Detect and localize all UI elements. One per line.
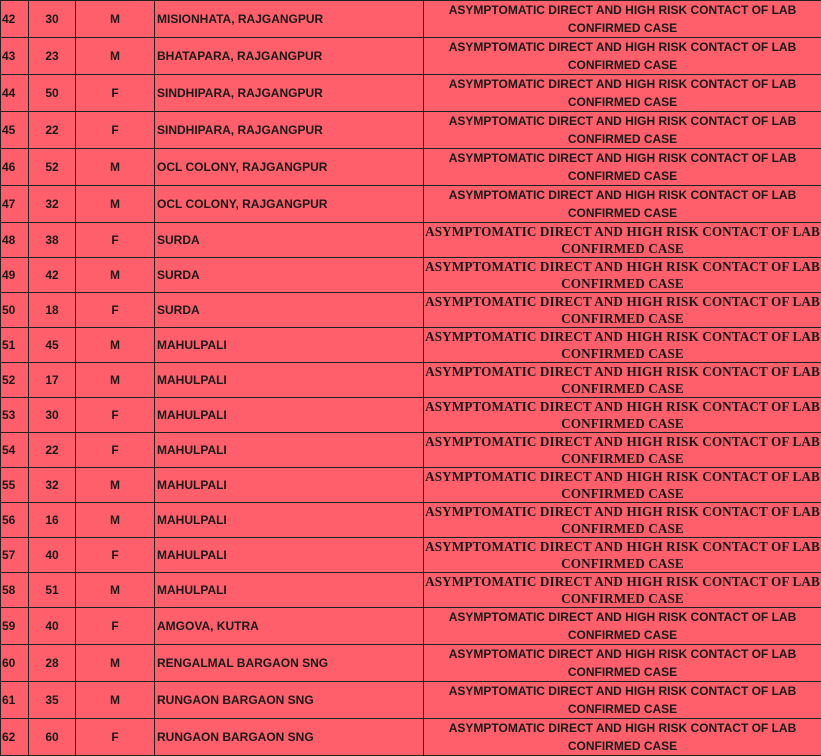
status-line-1: ASYMPTOMATIC DIRECT AND HIGH RISK CONTACT OF LAB [424, 433, 821, 450]
status-line-2: CONFIRMED CASE [424, 240, 821, 257]
address-cell: MAHULPALI [155, 538, 424, 573]
status-line-1: ASYMPTOMATIC DIRECT AND HIGH RISK CONTACT OF LAB [424, 645, 821, 663]
sex-cell: F [76, 719, 155, 756]
serial-number-cell: 48 [1, 223, 29, 258]
serial-number-cell: 60 [1, 645, 29, 682]
table-row [1, 75, 821, 112]
status-line-2: CONFIRMED CASE [424, 275, 821, 292]
table-row [1, 682, 821, 719]
age-cell: 16 [29, 503, 76, 538]
status-cell [424, 293, 821, 328]
status-line-1: ASYMPTOMATIC DIRECT AND HIGH RISK CONTACT OF LAB [424, 149, 821, 167]
age-cell: 18 [29, 293, 76, 328]
serial-number-cell: 55 [1, 468, 29, 503]
address-cell: MAHULPALI [155, 398, 424, 433]
serial-number-cell: 59 [1, 608, 29, 645]
table-row [1, 258, 821, 293]
status-cell [424, 719, 821, 756]
table-row [1, 293, 821, 328]
age-cell: 22 [29, 112, 76, 149]
address-cell: SINDHIPARA, RAJGANGPUR [155, 112, 424, 149]
sex-cell: F [76, 75, 155, 112]
serial-number-cell: 44 [1, 75, 29, 112]
table-row [1, 38, 821, 75]
address-cell: SURDA [155, 258, 424, 293]
status-line-1: ASYMPTOMATIC DIRECT AND HIGH RISK CONTACT OF LAB [424, 328, 821, 345]
address-cell: AMGOVA, KUTRA [155, 608, 424, 645]
serial-number-cell: 43 [1, 38, 29, 75]
age-cell: 32 [29, 468, 76, 503]
address-cell: RENGALMAL BARGAON SNG [155, 645, 424, 682]
address-cell: OCL COLONY, RAJGANGPUR [155, 186, 424, 223]
status-line-1: ASYMPTOMATIC DIRECT AND HIGH RISK CONTACT OF LAB [424, 186, 821, 204]
status-line-2: CONFIRMED CASE [424, 590, 821, 607]
status-line-2: CONFIRMED CASE [424, 450, 821, 467]
table-row [1, 608, 821, 645]
table-row [1, 186, 821, 223]
serial-number-cell: 57 [1, 538, 29, 573]
serial-number-cell: 50 [1, 293, 29, 328]
sex-cell: M [76, 1, 155, 38]
sex-cell: M [76, 328, 155, 363]
serial-number-cell: 46 [1, 149, 29, 186]
status-cell [424, 538, 821, 573]
status-cell [424, 433, 821, 468]
address-cell: MAHULPALI [155, 363, 424, 398]
sex-cell: M [76, 682, 155, 719]
age-cell: 51 [29, 573, 76, 608]
address-cell: RUNGAON BARGAON SNG [155, 719, 424, 756]
status-cell [424, 258, 821, 293]
age-cell: 60 [29, 719, 76, 756]
status-line-2: CONFIRMED CASE [424, 167, 821, 185]
status-cell [424, 1, 821, 38]
status-line-1: ASYMPTOMATIC DIRECT AND HIGH RISK CONTACT OF LAB [424, 573, 821, 590]
status-cell [424, 112, 821, 149]
serial-number-cell: 45 [1, 112, 29, 149]
status-line-2: CONFIRMED CASE [424, 520, 821, 537]
status-line-2: CONFIRMED CASE [424, 415, 821, 432]
table-row [1, 503, 821, 538]
status-cell [424, 608, 821, 645]
table-row [1, 468, 821, 503]
table-row [1, 223, 821, 258]
sex-cell: M [76, 573, 155, 608]
address-cell: SINDHIPARA, RAJGANGPUR [155, 75, 424, 112]
age-cell: 30 [29, 398, 76, 433]
status-line-1: ASYMPTOMATIC DIRECT AND HIGH RISK CONTACT OF LAB [424, 75, 821, 93]
age-cell: 22 [29, 433, 76, 468]
serial-number-cell: 54 [1, 433, 29, 468]
age-cell: 40 [29, 608, 76, 645]
status-line-2: CONFIRMED CASE [424, 700, 821, 718]
table-body [1, 1, 821, 756]
address-cell: RUNGAON BARGAON SNG [155, 682, 424, 719]
status-cell [424, 645, 821, 682]
status-line-2: CONFIRMED CASE [424, 485, 821, 502]
status-cell [424, 468, 821, 503]
status-cell [424, 38, 821, 75]
status-cell [424, 328, 821, 363]
age-cell: 17 [29, 363, 76, 398]
address-cell: MAHULPALI [155, 433, 424, 468]
status-line-2: CONFIRMED CASE [424, 204, 821, 222]
age-cell: 42 [29, 258, 76, 293]
status-line-2: CONFIRMED CASE [424, 626, 821, 644]
status-line-2: CONFIRMED CASE [424, 130, 821, 148]
table-row [1, 433, 821, 468]
table-row [1, 719, 821, 756]
sex-cell: F [76, 293, 155, 328]
table-row [1, 573, 821, 608]
serial-number-cell: 58 [1, 573, 29, 608]
status-line-1: ASYMPTOMATIC DIRECT AND HIGH RISK CONTACT OF LAB [424, 223, 821, 240]
status-cell [424, 149, 821, 186]
serial-number-cell: 49 [1, 258, 29, 293]
table-row [1, 1, 821, 38]
status-cell [424, 573, 821, 608]
serial-number-cell: 53 [1, 398, 29, 433]
age-cell: 38 [29, 223, 76, 258]
sex-cell: M [76, 468, 155, 503]
address-cell: MAHULPALI [155, 328, 424, 363]
status-line-1: ASYMPTOMATIC DIRECT AND HIGH RISK CONTACT OF LAB [424, 468, 821, 485]
table-row [1, 112, 821, 149]
status-line-1: ASYMPTOMATIC DIRECT AND HIGH RISK CONTACT OF LAB [424, 608, 821, 626]
status-line-1: ASYMPTOMATIC DIRECT AND HIGH RISK CONTACT OF LAB [424, 398, 821, 415]
serial-number-cell: 52 [1, 363, 29, 398]
serial-number-cell: 51 [1, 328, 29, 363]
serial-number-cell: 62 [1, 719, 29, 756]
sex-cell: F [76, 398, 155, 433]
status-cell [424, 503, 821, 538]
address-cell: MISIONHATA, RAJGANGPUR [155, 1, 424, 38]
table-row [1, 398, 821, 433]
sex-cell: F [76, 223, 155, 258]
sex-cell: F [76, 433, 155, 468]
status-cell [424, 223, 821, 258]
address-cell: MAHULPALI [155, 573, 424, 608]
status-line-2: CONFIRMED CASE [424, 555, 821, 572]
status-line-2: CONFIRMED CASE [424, 737, 821, 755]
address-cell: BHATAPARA, RAJGANGPUR [155, 38, 424, 75]
address-cell: MAHULPALI [155, 468, 424, 503]
age-cell: 50 [29, 75, 76, 112]
status-line-1: ASYMPTOMATIC DIRECT AND HIGH RISK CONTACT OF LAB [424, 363, 821, 380]
status-cell [424, 398, 821, 433]
age-cell: 23 [29, 38, 76, 75]
sex-cell: F [76, 112, 155, 149]
sex-cell: F [76, 538, 155, 573]
status-line-1: ASYMPTOMATIC DIRECT AND HIGH RISK CONTACT OF LAB [424, 258, 821, 275]
address-cell: MAHULPALI [155, 503, 424, 538]
age-cell: 35 [29, 682, 76, 719]
serial-number-cell: 56 [1, 503, 29, 538]
age-cell: 28 [29, 645, 76, 682]
age-cell: 32 [29, 186, 76, 223]
status-cell [424, 186, 821, 223]
age-cell: 52 [29, 149, 76, 186]
sex-cell: M [76, 503, 155, 538]
table-row [1, 538, 821, 573]
table-row [1, 328, 821, 363]
status-line-2: CONFIRMED CASE [424, 56, 821, 74]
status-line-1: ASYMPTOMATIC DIRECT AND HIGH RISK CONTACT OF LAB [424, 1, 821, 19]
status-cell [424, 682, 821, 719]
status-cell [424, 75, 821, 112]
status-line-2: CONFIRMED CASE [424, 19, 821, 37]
age-cell: 40 [29, 538, 76, 573]
table-row [1, 645, 821, 682]
status-line-1: ASYMPTOMATIC DIRECT AND HIGH RISK CONTACT OF LAB [424, 112, 821, 130]
status-line-2: CONFIRMED CASE [424, 663, 821, 681]
table-row [1, 149, 821, 186]
status-line-1: ASYMPTOMATIC DIRECT AND HIGH RISK CONTACT OF LAB [424, 682, 821, 700]
status-line-1: ASYMPTOMATIC DIRECT AND HIGH RISK CONTACT OF LAB [424, 38, 821, 56]
address-cell: SURDA [155, 223, 424, 258]
sex-cell: M [76, 258, 155, 293]
sex-cell: M [76, 645, 155, 682]
serial-number-cell: 61 [1, 682, 29, 719]
table-row [1, 363, 821, 398]
status-line-1: ASYMPTOMATIC DIRECT AND HIGH RISK CONTACT OF LAB [424, 719, 821, 737]
serial-number-cell: 47 [1, 186, 29, 223]
status-line-1: ASYMPTOMATIC DIRECT AND HIGH RISK CONTACT OF LAB [424, 538, 821, 555]
status-line-1: ASYMPTOMATIC DIRECT AND HIGH RISK CONTACT OF LAB [424, 293, 821, 310]
status-cell [424, 363, 821, 398]
status-line-2: CONFIRMED CASE [424, 310, 821, 327]
sex-cell: F [76, 608, 155, 645]
status-line-1: ASYMPTOMATIC DIRECT AND HIGH RISK CONTACT OF LAB [424, 503, 821, 520]
sex-cell: M [76, 186, 155, 223]
age-cell: 30 [29, 1, 76, 38]
address-cell: OCL COLONY, RAJGANGPUR [155, 149, 424, 186]
sex-cell: M [76, 363, 155, 398]
status-line-2: CONFIRMED CASE [424, 93, 821, 111]
age-cell: 45 [29, 328, 76, 363]
sex-cell: M [76, 38, 155, 75]
status-line-2: CONFIRMED CASE [424, 380, 821, 397]
address-cell: SURDA [155, 293, 424, 328]
status-line-2: CONFIRMED CASE [424, 345, 821, 362]
sex-cell: M [76, 149, 155, 186]
serial-number-cell: 42 [1, 1, 29, 38]
